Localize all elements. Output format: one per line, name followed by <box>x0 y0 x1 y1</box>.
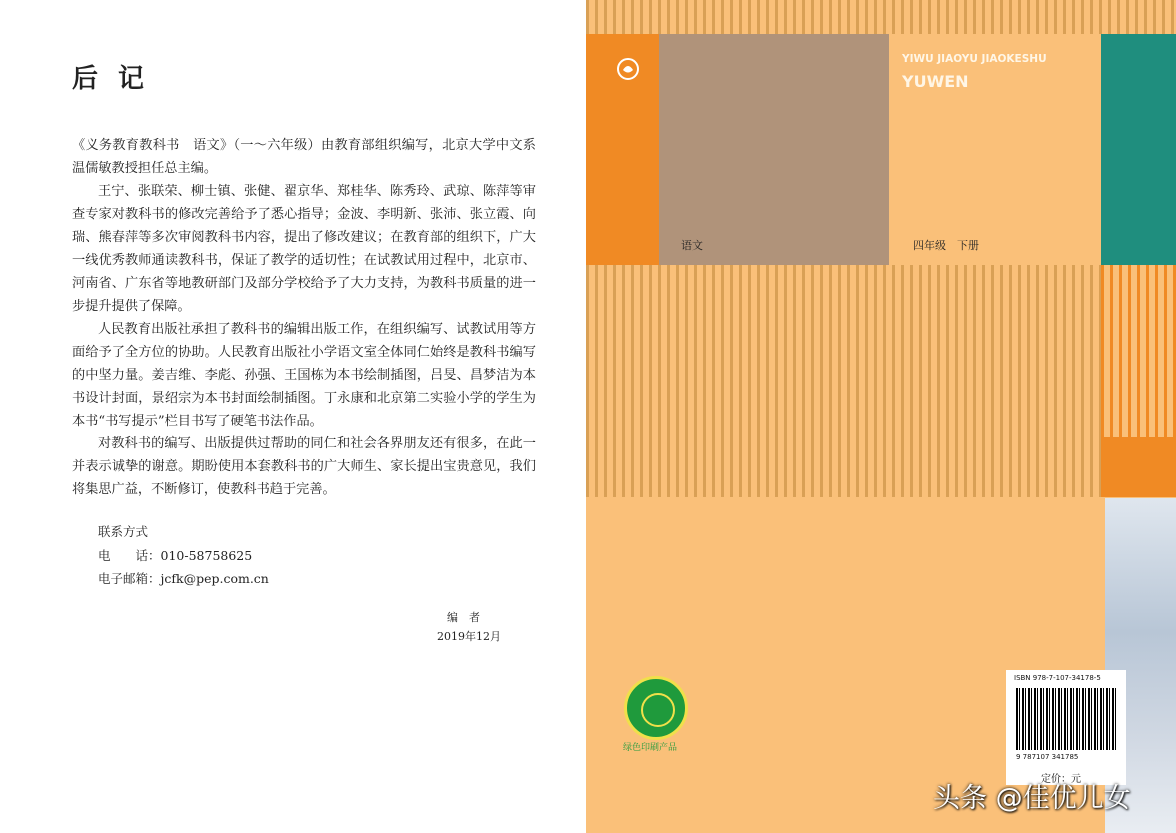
seal-label: 绿色印刷产品 <box>623 743 678 753</box>
cover-grade: 四年级 下册 <box>913 239 979 252</box>
barcode-digits: 9 787107 341785 <box>1016 753 1079 761</box>
date: 2019年12月 <box>437 630 501 643</box>
left-page <box>0 0 586 833</box>
publisher-logo-icon <box>616 57 640 81</box>
right-orange-block <box>1101 437 1176 497</box>
taupe-block <box>659 34 889 265</box>
top-stripe <box>586 0 1176 34</box>
seal-inner-icon <box>641 693 675 727</box>
contact-phone: 电 话：010-58758625 <box>98 548 253 563</box>
barcode <box>1006 670 1126 785</box>
page-title: 后记 <box>72 64 165 94</box>
paragraph-3: 人民教育出版社承担了教科书的编辑出版工作，在组织编写、试教试用等方面给予了全方位的协助。人民教育出版社小学语文室全体同仁始终是教科书编写的中坚力量。姜吉维、李彪、孙强、王国栋为本书绘制插图，吕旻、昌梦洁为本书设计封面，景绍宗为本书封面绘制插图。丁永康和北京第二实验小学的学生为本书“书写提示”栏目书写了硬笔书法作品。 <box>72 322 536 429</box>
green-print-seal <box>624 676 688 740</box>
signer: 编 者 <box>447 611 480 624</box>
paragraph-4: 对教科书的编写、出版提供过帮助的同仁和社会各界朋友还有很多，在此一并表示诚挚的谢意。期盼使用本套教科书的广大师生、家长提出宝贵意见，我们将集思广益，不断修订，使教科书趋于完善。 <box>72 436 536 497</box>
cover-subject: 语文 <box>681 239 703 252</box>
watermark: 头条 @佳优儿女 <box>933 783 1131 814</box>
peach-block <box>889 34 1101 265</box>
right-orange-stripe <box>1101 265 1176 437</box>
contact-heading: 联系方式 <box>98 524 149 539</box>
teal-block <box>1101 34 1176 265</box>
contact-email: 电子邮箱：jcfk@pep.com.cn <box>98 571 269 586</box>
paragraph-1: 《义务教育教科书 语文》（一～六年级）由教育部组织编写，北京大学中文系温儒敏教授担任总主编。 <box>72 138 536 176</box>
cover-series-pinyin: YIWU JIAOYU JIAOKESHU <box>902 53 1047 65</box>
isbn-text: ISBN 978-7-107-34178-5 <box>1014 674 1101 682</box>
paragraph-2: 王宁、张联荣、柳士镇、张健、翟京华、郑桂华、陈秀玲、武琼、陈萍等审查专家对教科书的修改完善给予了悉心指导；金波、李明新、张沛、张立霞、向瑞、熊春萍等多次审阅教科书内容，提出了修改建议；在教育部的组织下，广大一线优秀教师通读教科书，保证了教学的适切性；在试教试用过程中，北京市、河南省、广东省等地教研部门及部分学校给予了大力支持，为教科书质量的进一步提升提供了保障。 <box>72 184 536 314</box>
barcode-bars <box>1016 688 1116 750</box>
middle-stripe <box>586 265 1101 497</box>
cover-subject-pinyin: YUWEN <box>902 72 969 91</box>
price: 定价：元 <box>1041 774 1081 785</box>
orange-block <box>586 34 659 265</box>
